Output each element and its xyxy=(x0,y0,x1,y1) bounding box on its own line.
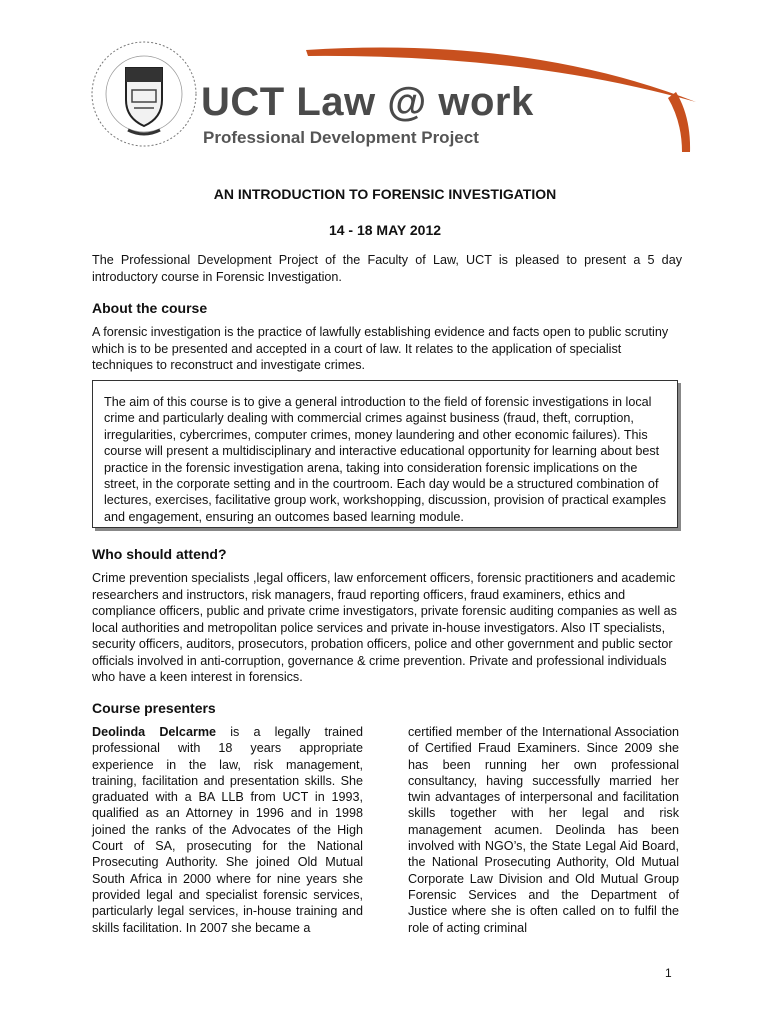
header-logo xyxy=(88,38,608,150)
university-seal-icon xyxy=(88,38,200,150)
presenter-column-left xyxy=(92,724,363,936)
brand-subtitle: Professional Development Project xyxy=(203,128,479,147)
intro-paragraph: The Professional Development Project of the Faculty of Law, UCT is pleased to present a 5 day introductory course in Forensic Investigation. xyxy=(92,253,682,284)
presenters-heading: Course presenters xyxy=(92,700,216,716)
page-number: 1 xyxy=(665,966,672,980)
who-heading: Who should attend? xyxy=(92,546,227,562)
brand-title: UCT Law @ work xyxy=(201,80,534,124)
aim-box xyxy=(92,380,678,528)
course-dates: 14 - 18 MAY 2012 xyxy=(328,222,442,238)
presenter-column-right xyxy=(408,724,679,936)
presenter-bio-left: is a legally trained professional with 18 years appropriate experience in the law, risk management, training, facilitation and presentation skills. She graduated with a BA LLB from UCT in 1993, qualified as an Attorney in 1996 and in 1998 joined the ranks of the Advocates of the High Court of SA, prosecuting for the National Prosecuting Authority. She joined Old Mutual South Africa in 2000 where for nine years she provided legal and specialist forensic services, particularly legal services, in-house training and skills facilitation. In 2007 she became a xyxy=(92,725,363,935)
presenter-name: Deolinda Delcarme xyxy=(92,725,217,739)
about-paragraph: A forensic investigation is the practice of lawfully establishing evidence and facts open to public scrutiny which is to be presented and accepted in a court of law. It relates to the application of specialist techniques to reconstruct and investigate crimes. xyxy=(92,325,669,372)
aim-text: The aim of this course is to give a general introduction to the field of forensic investigations in local crime and particularly dealing with commercial crimes against business (fraud, theft, corruption, irregularities, cybercrimes, computer crimes, money laundering and other economic failures). This course will present a multidisciplinary and interactive educational opportunity for learning about best practice in the forensic investigation arena, taking into consideration forensic implications on the street, in the corporate setting and in the courtroom. Each day would be a structured combination of lectures, exercises, facilitative group work, workshopping, discussion, provision of practical examples and engagement, ensuring an outcomes based learning module. xyxy=(104,395,667,524)
about-heading: About the course xyxy=(92,300,208,316)
presenter-bio-right: certified member of the International Association of Certified Fraud Examiners. Since 2009 she has been running her own professional consultancy, having successfully married her twin advantages of interpersonal and facilitation skills together with her legal and risk management acumen. Deolinda has been involved with NGO’s, the State Legal Aid Board, the National Prosecuting Authority, Old Mutual Corporate Law Division and Old Mutual Group Forensic Services and the Department of Justice where she is often called on to fulfil the role of acting criminal xyxy=(408,725,679,935)
course-title: AN INTRODUCTION TO FORENSIC INVESTIGATION xyxy=(213,186,557,202)
who-paragraph: Crime prevention specialists ,legal officers, law enforcement officers, forensic practitioners and academic researchers and instructors, risk managers, fraud reporting officers, fraud examiners, ethics and compliance officers, public and private crime investigators, private forensic auditing companies as well as local authorities and metropolitan police services and private in-house investigators. Also IT specialists, security officers, auditors, prosecutors, probation officers, police and other government and public sector officials involved in anti-corruption, governance & crime prevention. Private and professional individuals who have a keen interest in forensics. xyxy=(92,571,677,684)
